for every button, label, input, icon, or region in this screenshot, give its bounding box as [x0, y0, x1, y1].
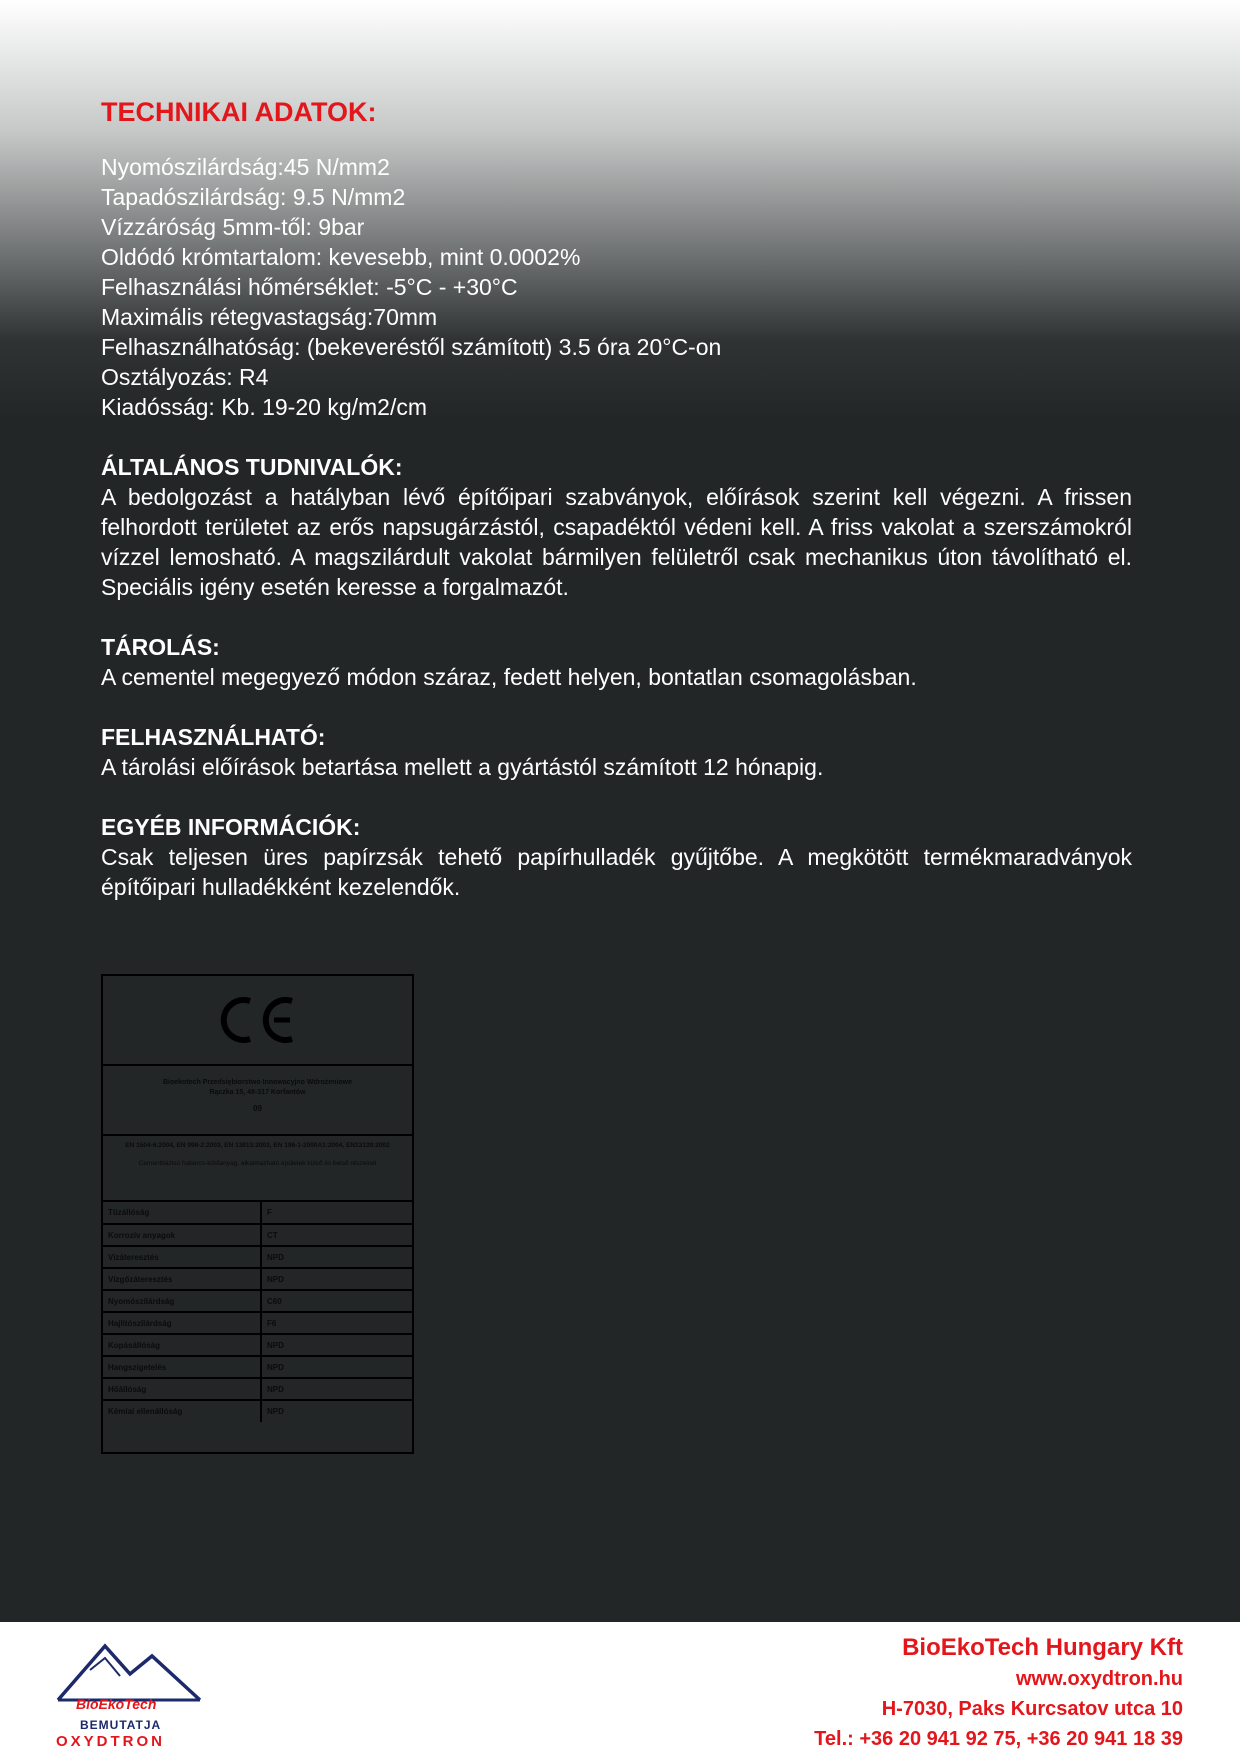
property-value: F6	[261, 1312, 412, 1334]
ce-mark	[103, 976, 412, 1066]
section-other-info	[101, 812, 1132, 902]
section-heading: TÁROLÁS:	[101, 634, 220, 660]
property-value: NPD	[261, 1246, 412, 1268]
website-link[interactable]: www.oxydtron.hu	[1015, 1668, 1183, 1690]
tech-data-item: Kiadósság: Kb. 19-20 kg/m2/cm	[101, 394, 427, 420]
property-name: Tűzállóság	[103, 1202, 261, 1224]
property-name: Korrozív anyagok	[103, 1224, 261, 1246]
section-heading: EGYÉB INFORMÁCIÓK:	[101, 814, 361, 840]
section-storage	[101, 632, 1132, 692]
footer	[0, 1622, 1240, 1754]
section-body: A bedolgozást a hatályban lévő építőipari szabványok, előírások szerint kell végezni. A frissen felhordott területet az erős napsugárzástól, csapadéktól védeni kell. A friss vakolat a szerszámokról vízzel lemosható. A magszilárdult vakolat bármilyen felületről csak mechanikus úton távolítható el. Speciális igény esetén keresse a forgalmazót.	[101, 484, 1132, 600]
table-row	[103, 1224, 412, 1246]
ce-company-block	[103, 1066, 412, 1136]
tech-data-item: Nyomószilárdság:45 N/mm2	[101, 154, 390, 180]
ce-year-code: 09	[253, 1104, 262, 1113]
table-row	[103, 1268, 412, 1290]
table-row	[103, 1246, 412, 1268]
property-value: F	[261, 1202, 412, 1224]
section-heading: ÁLTALÁNOS TUDNIVALÓK:	[101, 454, 403, 480]
property-name: Vízáteresztés	[103, 1246, 261, 1268]
page-title: TECHNIKAI ADATOK:	[101, 97, 377, 127]
tech-data-item: Tapadószilárdság: 9.5 N/mm2	[101, 184, 406, 210]
tech-data-item: Vízzáróság 5mm-től: 9bar	[101, 214, 365, 240]
table-row	[103, 1356, 412, 1378]
content-area	[101, 92, 1132, 902]
property-name: Kémiai ellenállóság	[103, 1400, 261, 1422]
tech-data-item: Maximális rétegvastagság:70mm	[101, 304, 438, 330]
property-name: Nyomószilárdság	[103, 1290, 261, 1312]
property-name: Vízgőzáteresztés	[103, 1268, 261, 1290]
table-row	[103, 1378, 412, 1400]
tech-data-item: Oldódó krómtartalom: kevesebb, mint 0.0002%	[101, 244, 581, 270]
logo-brand-text: BioEkoTech	[76, 1696, 157, 1712]
ce-standards-block	[103, 1136, 412, 1202]
company-name: BioEkoTech Hungary Kft	[902, 1634, 1183, 1661]
property-value: NPD	[261, 1378, 412, 1400]
property-value: C60	[261, 1290, 412, 1312]
section-body: A tárolási előírások betartása mellett a gyártástól számított 12 hónapig.	[101, 754, 824, 780]
property-name: Hajlítószilárdság	[103, 1312, 261, 1334]
property-value: NPD	[267, 1407, 284, 1416]
property-value: NPD	[261, 1356, 412, 1378]
section-body: Csak teljesen üres papírzsák tehető papírhulladék gyűjtőbe. A megkötött termékmaradványok építőipari hulladékként kezelendők.	[101, 844, 1132, 900]
property-name: Kopásállóság	[103, 1334, 261, 1356]
tech-data-item: Felhasználhatóság: (bekeveréstől számított) 3.5 óra 20°C-on	[101, 334, 722, 360]
ce-company-name: Bioekotech Przedsiębiorstwo Innowacyjno Wdrożeniowe	[162, 1079, 353, 1086]
ce-company-address: Rączka 15, 48-317 Korfantów	[209, 1089, 306, 1096]
table-row	[103, 1334, 412, 1356]
ce-properties-table	[103, 1202, 412, 1422]
section-general-info	[101, 452, 1132, 602]
property-value: NPD	[261, 1334, 412, 1356]
section-heading: FELHASZNÁLHATÓ:	[101, 724, 326, 750]
contact-block	[814, 1632, 1183, 1754]
ce-product-description: Cementbázisú habarcs-kötőanyag, alkalmazható épületek külső és belső részeinél	[138, 1160, 377, 1167]
ce-label	[101, 974, 414, 1454]
table-row	[103, 1400, 412, 1422]
tech-data-item: Felhasználási hőmérséklet: -5°C - +30°C	[101, 274, 518, 300]
property-name: Hőállóság	[103, 1378, 261, 1400]
logo-subtitle-text: BEMUTATJA	[80, 1718, 162, 1732]
section-body: A cementel megegyező módon száraz, fedett helyen, bontatlan csomagolásban.	[101, 664, 917, 690]
ce-mark-icon	[216, 993, 300, 1047]
property-name: Hangszigetelés	[103, 1356, 261, 1378]
tech-data-item: Osztályozás: R4	[101, 364, 269, 390]
oxydtron-logo	[50, 1636, 220, 1748]
table-row	[103, 1312, 412, 1334]
table-row	[103, 1202, 412, 1224]
phone-numbers: Tel.: +36 20 941 92 75, +36 20 941 18 39	[814, 1728, 1183, 1750]
company-address: H-7030, Paks Kurcsatov utca 10	[881, 1698, 1183, 1720]
logo-name-text: OXYDTRON	[56, 1733, 166, 1750]
section-shelf-life	[101, 722, 1132, 782]
ce-standards: EN 1504-6:2004, EN 998-2:2003, EN 13813:2003, EN 196-1-2000A1:2004, EN13139:2002	[125, 1142, 390, 1149]
table-row	[103, 1290, 412, 1312]
property-value: CT	[261, 1224, 412, 1246]
tech-data-list	[101, 152, 1132, 422]
property-value: NPD	[261, 1268, 412, 1290]
